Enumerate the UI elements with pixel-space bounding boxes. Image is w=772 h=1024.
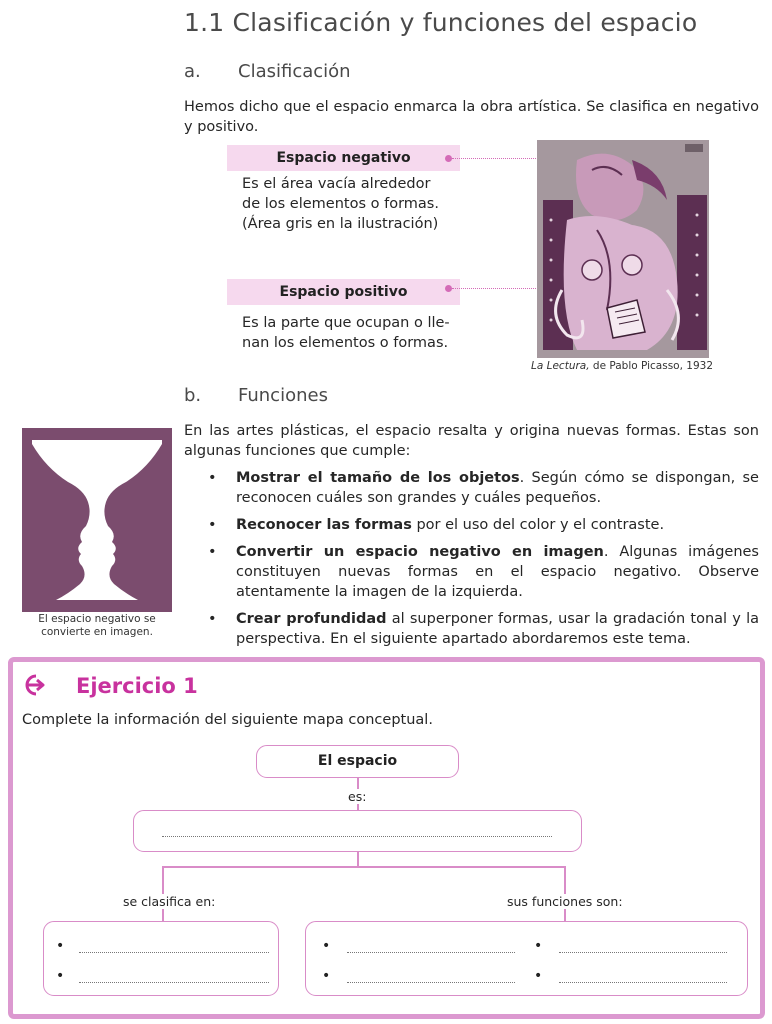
negative-space-label: Espacio negativo [227,145,460,171]
answer-line[interactable] [79,982,269,983]
bullet: • [56,938,65,954]
list-item [205,515,759,535]
definition-answer-box[interactable] [133,810,582,852]
functions-answer-box[interactable] [305,921,748,996]
description-line: (Área gris en la ilustración) [242,216,439,232]
arrow-circle-icon [20,674,48,696]
painting-caption [531,360,713,372]
functions-intro: En las artes plásticas, el espacio resalta y origina nuevas formas. Estas son algunas funciones que cumple: [184,423,759,459]
section-b-heading: Funciones [238,385,328,406]
answer-line[interactable] [347,982,515,983]
map-connector [162,866,565,868]
painting-caption-rest: de Pablo Picasso, 1932 [589,360,714,372]
vase-faces-illustration [22,428,172,612]
bullet: • [534,968,543,984]
bullet: • [322,968,331,984]
intro-paragraph: Hemos dicho que el espacio enmarca la obra artística. Se clasifica en negativo y positivo. [184,99,759,135]
caption-line: El espacio negativo se [38,613,156,625]
answer-line[interactable] [162,836,552,837]
bullet: • [56,968,65,984]
section-a-letter: a. [184,61,201,82]
exercise-instruction: Complete la información del siguiente mapa conceptual. [22,712,433,728]
section-b-letter: b. [184,385,202,406]
answer-line[interactable] [559,982,727,983]
negative-space-description [242,174,462,234]
map-connector [357,852,359,867]
function-text: . Según cómo se dispongan, se reconocen cuáles son grandes y cuáles pequeños. [236,470,759,506]
connector-dot [445,285,452,292]
section-a-heading: Clasificación [238,61,351,82]
function-title: Convertir un espacio negativo en imagen [236,544,604,560]
painting-caption-work: La Lectura, [531,360,590,372]
positive-space-label: Espacio positivo [227,279,460,305]
connector-label-classification: se clasifica en: [120,894,218,909]
connector-label-functions: sus funciones son: [504,894,626,909]
list-item [205,609,759,649]
functions-list [205,468,759,656]
description-line: nan los elementos o formas. [242,335,449,351]
connector-dot [445,155,452,162]
caption-line: convierte en imagen. [41,626,153,638]
bullet: • [322,938,331,954]
bullet: • [534,938,543,954]
function-title: Crear profundidad [236,611,387,627]
function-title: Reconocer las formas [236,517,412,533]
exercise-title: Ejercicio 1 [76,674,198,698]
classification-answer-box[interactable] [43,921,279,996]
description-line: de los elementos o formas. [242,196,439,212]
page-title: 1.1 Clasificación y funciones del espacio [184,8,698,37]
painting-la-lectura [537,140,709,358]
answer-line[interactable] [347,952,515,953]
function-text: al superponer formas, usar la gradación tonal y la perspectiva. En el siguiente apartado abordaremos este tema. [236,611,759,647]
connector-line [452,288,548,289]
connector-line [452,158,548,159]
vase-caption [22,613,172,639]
vase-illusion-image [22,428,172,612]
function-text: . Algunas imágenes constituyen nuevas formas en el espacio negativo. Observe atentamente la imagen de la izquierda. [236,544,759,600]
answer-line[interactable] [559,952,727,953]
function-text: por el uso del color y el contraste. [411,517,665,533]
list-item [205,542,759,602]
answer-line[interactable] [79,952,269,953]
concept-root: El espacio [256,745,459,778]
positive-space-description [242,313,462,353]
function-title: Mostrar el tamaño de los objetos [236,470,520,486]
connector-label-es: es: [348,789,367,804]
description-line: Es el área vacía alrededor [242,176,431,192]
description-line: Es la parte que ocupan o lle- [242,315,450,331]
list-item [205,468,759,508]
